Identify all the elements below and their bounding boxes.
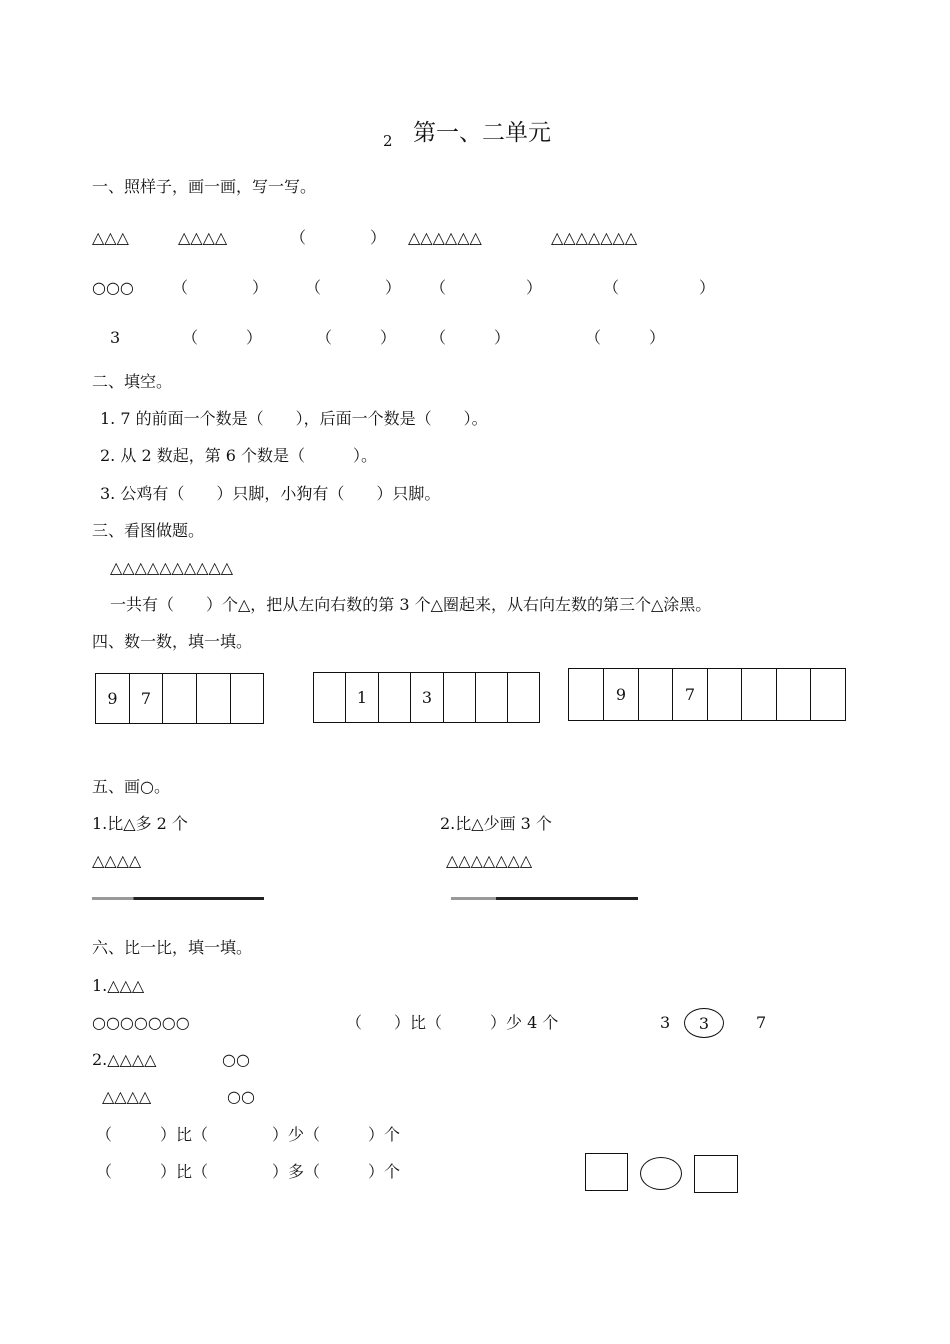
compare-more-line: （ ）比（ ）多（ ）个 [96,1162,401,1181]
compare-ring: 3 [684,1008,724,1038]
compare-q1-blank: （ ）比（ ）少 4 个 [346,1013,559,1032]
row1-blank: （ ） [290,228,387,247]
section-2-heading: 二、填空。 [92,372,173,391]
grid-cell[interactable] [569,669,604,720]
compare-q1-triangles: 1.△△△ [92,976,145,995]
row2-item: ○○○ [92,278,134,297]
page-number: 2 [383,132,393,150]
section-1-heading: 一、照样子，画一画，写一写。 [92,177,317,196]
compare-left-number: 3 [660,1013,671,1032]
page-title: 第一、二单元 [413,120,551,146]
compare-sign-circle[interactable] [640,1157,682,1190]
row2-blank: （ ） [603,278,716,297]
draw-q2-triangles: △△△△△△△ [446,851,533,870]
grid-cell[interactable] [444,673,476,722]
grid-cell[interactable] [163,674,197,723]
section-5-heading: 五、画○。 [92,777,170,796]
grid-cell[interactable] [314,673,346,722]
fill-question-3: 3. 公鸡有（ ）只脚，小狗有（ ）只脚。 [100,484,441,503]
grid-cell[interactable] [379,673,411,722]
answer-box-right[interactable] [694,1155,738,1193]
row1-item: △△△△ [178,228,228,247]
compare-q2-triangles-row2: △△△△ [102,1087,152,1106]
compare-q1-circles: ○○○○○○○ [92,1013,190,1032]
fill-question-1: 1. 7 的前面一个数是（ ），后面一个数是（ ）。 [100,409,488,428]
row3-item: 3 [110,328,121,347]
compare-right-number: 7 [756,1013,767,1032]
section-6-heading: 六、比一比，填一填。 [92,938,253,957]
grid-cell[interactable] [508,673,540,722]
grid-cell[interactable]: 9 [96,674,130,723]
row3-blank: （ ） [430,328,511,347]
row2-blank: （ ） [305,278,402,297]
compare-q2-circles: ○○ [222,1050,250,1069]
row3-blank: （ ） [585,328,666,347]
compare-q2-circles-row2: ○○ [227,1087,255,1106]
grid-cell[interactable]: 1 [346,673,379,722]
answer-line[interactable] [92,897,264,900]
answer-box-left[interactable] [585,1153,628,1191]
number-grid-1 [95,673,264,724]
row2-blank: （ ） [430,278,543,297]
grid-cell[interactable] [811,669,846,720]
compare-less-line: （ ）比（ ）少（ ）个 [96,1125,401,1144]
grid-cell[interactable]: 3 [411,673,444,722]
grid-cell[interactable] [777,669,811,720]
row1-item: △△△△△△△ [551,228,638,247]
grid-cell[interactable] [639,669,673,720]
grid-cell[interactable] [197,674,231,723]
number-grid-2 [313,672,540,723]
fill-question-2: 2. 从 2 数起，第 6 个数是（ ）。 [100,446,378,465]
row3-blank: （ ） [182,328,263,347]
grid-cell[interactable] [231,674,264,723]
grid-cell[interactable] [742,669,777,720]
grid-cell[interactable]: 9 [604,669,639,720]
grid-cell[interactable] [708,669,742,720]
row1-item: △△△△△△ [408,228,482,247]
section-3-heading: 三、看图做题。 [92,521,205,540]
picture-question: 一共有（ ）个△，把从左向右数的第 3 个△圈起来，从右向左数的第三个△涂黑。 [110,595,712,614]
number-grid-3 [568,668,846,721]
grid-cell[interactable]: 7 [130,674,163,723]
answer-line[interactable] [451,897,638,900]
grid-cell[interactable]: 7 [673,669,708,720]
row3-blank: （ ） [316,328,397,347]
compare-q2-triangles: 2.△△△△ [92,1050,157,1069]
row2-blank: （ ） [172,278,269,297]
row1-item: △△△ [92,228,129,247]
draw-question-2: 2.比△少画 3 个 [440,814,552,833]
section-4-heading: 四、数一数，填一填。 [92,632,253,651]
draw-question-1: 1.比△多 2 个 [92,814,188,833]
triangle-row: △△△△△△△△△△ [110,558,234,577]
draw-q1-triangles: △△△△ [92,851,142,870]
grid-cell[interactable] [476,673,508,722]
